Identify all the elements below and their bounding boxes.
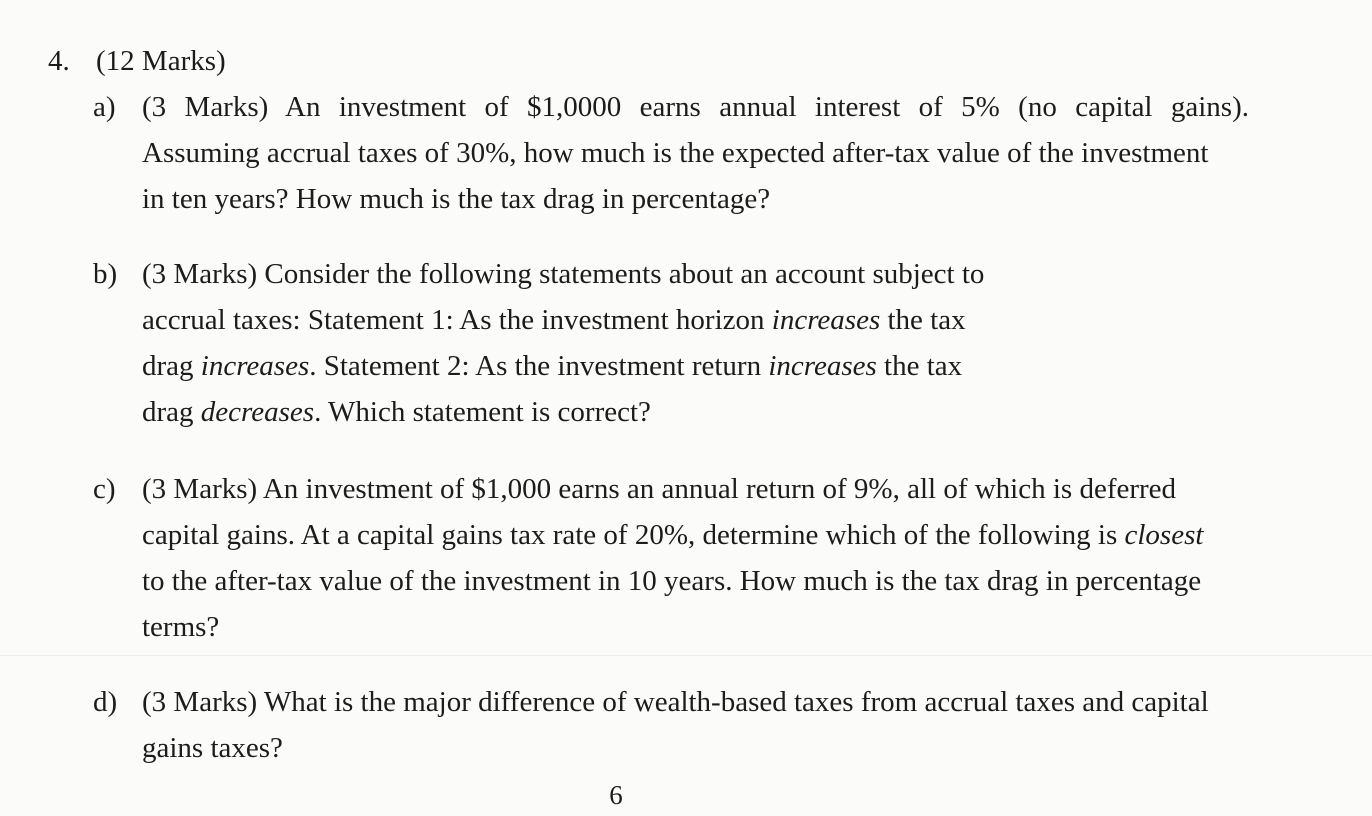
part-c-line-3: to the after-tax value of the investment in 10 years. How much is the tax drag in percentage (142, 565, 1202, 597)
question-header (48, 42, 226, 80)
part-c-line-2: capital gains. At a capital gains tax rate of 20%, determine which of the following is closest (142, 519, 1204, 551)
part-c-line-4: terms? (142, 611, 220, 643)
part-c-label: c) (93, 473, 116, 505)
part-a-line-2: Assuming accrual taxes of 30%, how much is the expected after-tax value of the investment (142, 137, 1209, 169)
part-b (93, 251, 1033, 435)
emphasis-increases: increases (200, 350, 310, 382)
page-number: 6 (609, 780, 623, 810)
part-d-label: d) (93, 686, 118, 718)
emphasis-increases: increases (768, 350, 877, 382)
part-a-label: a) (93, 91, 116, 123)
part-c (93, 466, 1249, 650)
part-d-text (142, 679, 1249, 771)
emphasis-increases: increases (771, 304, 881, 336)
emphasis-closest: closest (1124, 519, 1204, 551)
part-a-line-1: (3 Marks) An investment of $1,0000 earns annual interest of 5% (no capital gains). (142, 91, 1249, 123)
part-b-line-2: accrual taxes: Statement 1: As the investment horizon increases the tax (142, 304, 966, 336)
question-number: 4. (48, 45, 70, 77)
question-marks: (12 Marks) (96, 45, 226, 77)
emphasis-decreases: decreases (200, 396, 315, 428)
part-d-line-1: (3 Marks) What is the major difference of wealth-based taxes from accrual taxes and capital (142, 686, 1209, 718)
part-b-text (142, 251, 1033, 435)
part-c-text (142, 466, 1249, 650)
part-a-text (142, 84, 1249, 222)
part-a (93, 84, 1249, 222)
part-b-line-3: drag increases. Statement 2: As the investment return increases the tax (142, 350, 963, 382)
part-a-line-3: in ten years? How much is the tax drag in percentage? (142, 183, 771, 215)
part-b-label: b) (93, 258, 118, 290)
part-b-line-4: drag decreases. Which statement is correct? (142, 396, 651, 428)
divider (0, 655, 1372, 656)
part-c-line-1: (3 Marks) An investment of $1,000 earns an annual return of 9%, all of which is deferred (142, 473, 1177, 505)
part-d (93, 679, 1249, 771)
part-d-line-2: gains taxes? (142, 732, 283, 764)
part-b-line-1: (3 Marks) Consider the following statements about an account subject to (142, 258, 985, 290)
